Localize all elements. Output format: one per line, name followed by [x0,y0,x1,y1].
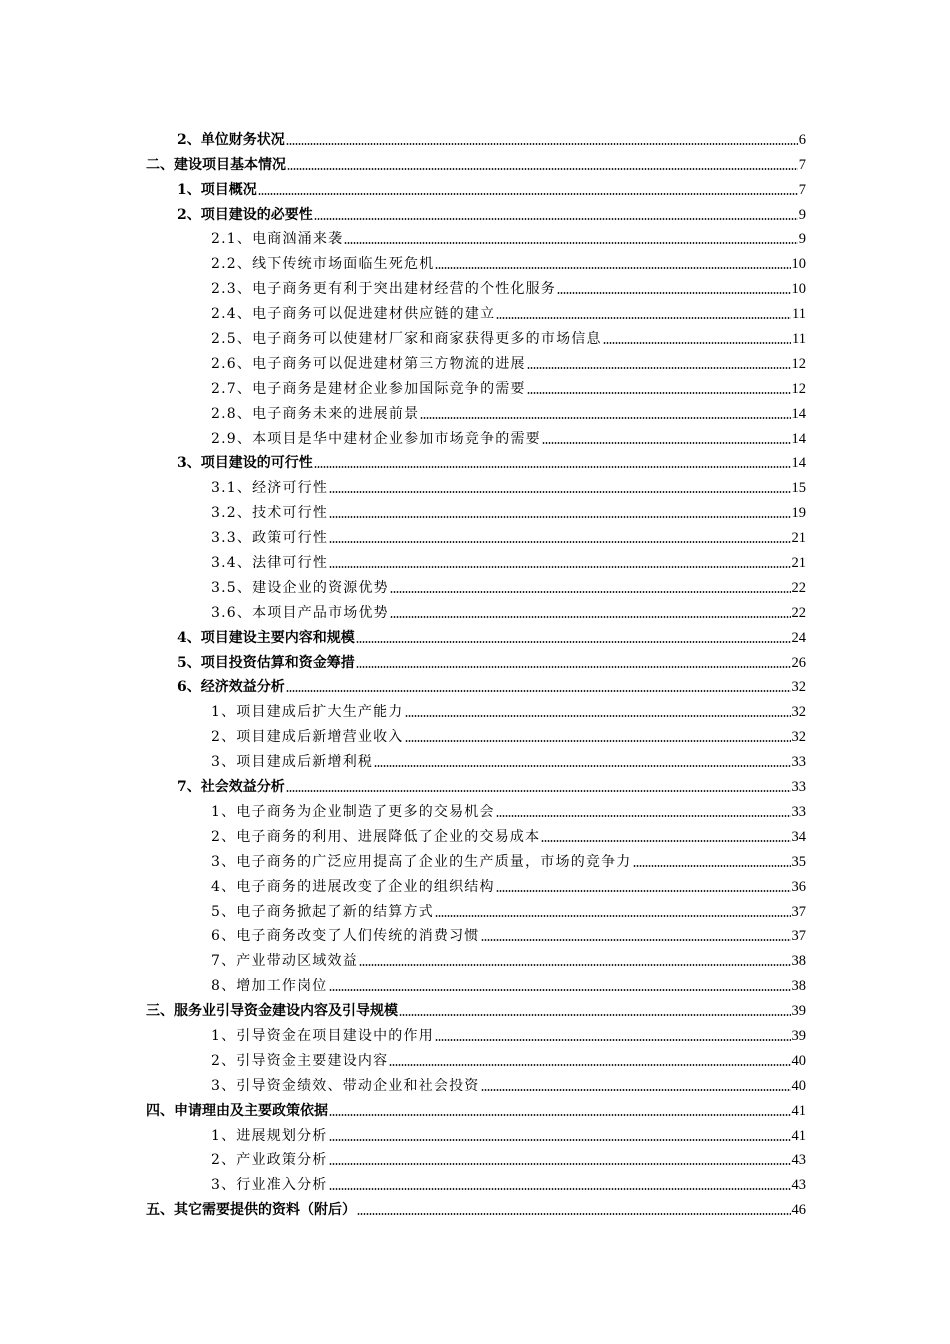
dot-leader [399,1014,791,1016]
toc-entry-page: 19 [791,505,806,522]
toc-entry[interactable] [0,672,950,697]
dot-leader [329,541,790,543]
toc-entry[interactable] [0,796,950,821]
dot-leader [527,392,791,394]
toc-entry[interactable] [0,696,950,721]
toc-entry-title: 2.3、电子商务更有利于突出建材经营的个性化服务 [211,281,557,298]
toc-entry[interactable] [0,572,950,597]
toc-entry-page: 12 [791,380,806,397]
dot-leader [435,267,790,269]
toc-entry-title: 2.4、电子商务可以促进建材供应链的建立 [211,306,496,323]
toc-entry-page: 12 [791,355,806,372]
toc-entry[interactable] [0,348,950,373]
toc-entry-page: 14 [791,455,806,472]
dot-leader [481,939,791,941]
toc-entry-title: 1、项目建成后扩大生产能力 [211,704,404,721]
toc-entry-title: 四、申请理由及主要政策依据 [146,1102,328,1119]
toc-entry[interactable] [0,896,950,921]
toc-entry[interactable] [0,945,950,970]
toc-entry-title: 7、产业带动区域效益 [211,953,358,970]
toc-entry-title: 2、引导资金主要建设内容 [211,1052,389,1069]
dot-leader [314,218,798,220]
toc-entry-title: 2.9、本项目是华中建材企业参加市场竞争的需要 [211,430,541,447]
dot-leader [541,840,790,842]
toc-entry[interactable] [0,423,950,448]
toc-entry-page: 33 [791,803,806,820]
toc-entry-page: 6 [798,131,806,148]
toc-entry[interactable] [0,199,950,224]
toc-entry-page: 36 [791,878,806,895]
toc-entry-page: 9 [798,206,806,223]
toc-entry[interactable] [0,1145,950,1170]
dot-leader [435,1039,791,1041]
dot-leader [557,292,790,294]
toc-entry-page: 38 [791,953,806,970]
toc-entry-page: 43 [791,1152,806,1169]
dot-leader [329,516,790,518]
dot-leader [329,989,791,991]
toc-entry[interactable] [0,1045,950,1070]
toc-entry-page: 24 [791,629,806,646]
toc-entry-page: 41 [791,1127,806,1144]
dot-leader [286,690,791,692]
toc-entry-title: 2、项目建设的必要性 [177,206,313,223]
toc-entry-page: 14 [791,405,806,422]
toc-entry-title: 6、电子商务改变了人们传统的消费习惯 [211,928,480,945]
toc-entry[interactable] [0,448,950,473]
toc-entry-title: 3、项目建设的可行性 [177,455,313,472]
toc-entry[interactable] [0,547,950,572]
dot-leader [359,964,791,966]
toc-entry-page: 10 [791,256,806,273]
toc-entry[interactable] [0,248,950,273]
toc-entry-title: 5、项目投资估算和资金筹措 [177,654,355,671]
toc-entry-title: 3、电子商务的广泛应用提高了企业的生产质量，市场的竞争力 [211,853,632,870]
toc-entry-title: 8、增加工作岗位 [211,978,328,995]
toc-entry-title: 2.7、电子商务是建材企业参加国际竞争的需要 [211,380,526,397]
toc-entry-page: 39 [791,1003,806,1020]
toc-entry-title: 7、社会效益分析 [177,779,285,796]
toc-entry-page: 9 [798,231,806,248]
toc-entry[interactable] [0,647,950,672]
dot-leader [374,765,790,767]
toc-entry-page: 37 [791,928,806,945]
toc-entry[interactable] [0,497,950,522]
toc-entry-title: 3.2、技术可行性 [211,505,329,522]
toc-entry-page: 11 [792,331,806,348]
toc-entry[interactable] [0,472,950,497]
toc-entry[interactable] [0,1194,950,1219]
toc-entry[interactable] [0,771,950,796]
dot-leader [329,1163,791,1165]
toc-entry-page: 39 [791,1027,806,1044]
dot-leader [286,143,798,145]
toc-entry-title: 6、经济效益分析 [177,679,285,696]
toc-entry-page: 21 [791,555,806,572]
toc-entry-title: 2.2、线下传统市场面临生死危机 [211,256,435,273]
toc-entry[interactable] [0,174,950,199]
toc-entry[interactable] [0,1095,950,1120]
toc-entry[interactable] [0,970,950,995]
dot-leader [435,915,791,917]
toc-entry-title: 3.1、经济可行性 [211,480,329,497]
toc-entry[interactable] [0,373,950,398]
toc-entry-page: 11 [792,306,806,323]
toc-entry-page: 35 [791,853,806,870]
toc-entry-title: 3、项目建成后新增利税 [211,754,374,771]
toc-entry-title: 5、电子商务掀起了新的结算方式 [211,903,434,920]
toc-entry[interactable] [0,149,950,174]
dot-leader [389,1064,790,1066]
toc-entry-title: 3.3、政策可行性 [211,530,329,547]
toc-entry[interactable] [0,124,950,149]
dot-leader [496,815,791,817]
toc-entry[interactable] [0,746,950,771]
toc-entry-page: 22 [791,579,806,596]
toc-entry[interactable] [0,273,950,298]
toc-entry-title: 五、其它需要提供的资料（附后） [146,1202,356,1219]
dot-leader [286,790,791,792]
dot-leader [287,168,798,170]
toc-entry[interactable] [0,871,950,896]
toc-entry-page: 22 [791,604,806,621]
dot-leader [405,740,791,742]
toc-entry[interactable] [0,921,950,946]
toc-entry[interactable] [0,323,950,348]
dot-leader [603,342,791,344]
toc-entry-page: 33 [791,779,806,796]
toc-entry-title: 1、项目概况 [177,181,257,198]
toc-entry-page: 21 [791,530,806,547]
toc-entry-page: 26 [791,654,806,671]
dot-leader [527,367,791,369]
dot-leader [329,566,790,568]
dot-leader [356,666,791,668]
toc-entry-title: 4、项目建设主要内容和规模 [177,629,355,646]
toc-entry-title: 4、电子商务的进展改变了企业的组织结构 [211,878,495,895]
toc-entry-page: 38 [791,978,806,995]
toc-entry-page: 40 [791,1052,806,1069]
dot-leader [329,1114,791,1116]
toc-entry-page: 10 [791,281,806,298]
toc-entry[interactable] [0,224,950,249]
dot-leader [390,616,791,618]
toc-entry[interactable] [0,522,950,547]
toc-entry[interactable] [0,721,950,746]
toc-entry[interactable] [0,995,950,1020]
toc-entry-title: 2、单位财务状况 [177,131,285,148]
toc-entry-title: 三、服务业引导资金建设内容及引导规模 [146,1003,398,1020]
toc-entry-page: 41 [791,1102,806,1119]
toc-entry-page: 43 [791,1177,806,1194]
dot-leader [314,466,791,468]
dot-leader [633,865,791,867]
toc-entry-title: 2.1、电商汹涌来袭 [211,231,344,248]
toc-entry-title: 1、电子商务为企业制造了更多的交易机会 [211,803,495,820]
toc-entry-title: 3、行业准入分析 [211,1177,328,1194]
toc-entry-title: 2、项目建成后新增营业收入 [211,729,404,746]
toc-entry-page: 34 [791,828,806,845]
toc-entry[interactable] [0,622,950,647]
dot-leader [496,317,791,319]
toc-entry-page: 32 [791,729,806,746]
dot-leader [481,1089,791,1091]
toc-entry[interactable] [0,597,950,622]
toc-entry-page: 14 [791,430,806,447]
dot-leader [496,890,791,892]
dot-leader [405,715,791,717]
toc-entry[interactable] [0,821,950,846]
toc-entry-page: 7 [798,181,806,198]
toc-entry-title: 2、电子商务的利用、进展降低了企业的交易成本 [211,828,541,845]
dot-leader [329,491,790,493]
dot-leader [329,1188,791,1190]
dot-leader [356,641,791,643]
toc-entry-title: 3.5、建设企业的资源优势 [211,579,389,596]
toc-entry-page: 46 [791,1202,806,1219]
toc-entry[interactable] [0,298,950,323]
toc-entry[interactable] [0,398,950,423]
toc-entry-title: 3、引导资金绩效、带动企业和社会投资 [211,1077,480,1094]
toc-entry-page: 7 [798,156,806,173]
toc-entry-page: 15 [791,480,806,497]
toc-entry[interactable] [0,1020,950,1045]
toc-entry[interactable] [0,846,950,871]
dot-leader [390,591,791,593]
toc-entry-title: 二、建设项目基本情况 [146,156,286,173]
dot-leader [420,417,790,419]
dot-leader [542,442,791,444]
toc-entry-title: 2、产业政策分析 [211,1152,328,1169]
toc-entry-title: 2.6、电子商务可以促进建材第三方物流的进展 [211,355,526,372]
toc-entry-page: 32 [791,704,806,721]
toc-entry-title: 3.4、法律可行性 [211,555,329,572]
toc-entry-title: 2.8、电子商务未来的进展前景 [211,405,420,422]
toc-entry[interactable] [0,1169,950,1194]
toc-entry[interactable] [0,1070,950,1095]
dot-leader [357,1213,791,1215]
toc-entry-title: 2.5、电子商务可以使建材厂家和商家获得更多的市场信息 [211,331,602,348]
toc-entry-page: 32 [791,679,806,696]
toc-entry-page: 37 [791,903,806,920]
toc-entry-title: 3.6、本项目产品市场优势 [211,604,389,621]
toc-entry[interactable] [0,1120,950,1145]
table-of-contents [0,124,950,1219]
toc-entry-page: 33 [791,754,806,771]
dot-leader [329,1139,791,1141]
toc-entry-page: 40 [791,1077,806,1094]
dot-leader [344,242,797,244]
toc-entry-title: 1、引导资金在项目建设中的作用 [211,1027,434,1044]
dot-leader [258,193,798,195]
toc-entry-title: 1、进展规划分析 [211,1127,328,1144]
